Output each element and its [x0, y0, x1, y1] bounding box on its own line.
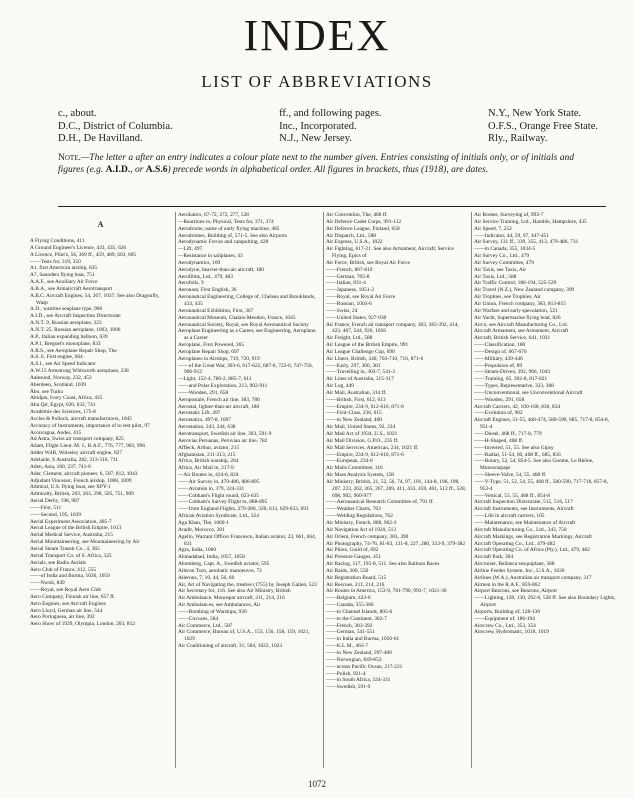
abbreviations-column — [488, 108, 598, 146]
index-entry: Aircraft Operating Co., Ltd., 479-482 — [474, 540, 556, 547]
index-entry: Académie des Sciences, 175-8 — [30, 409, 96, 416]
index-entry: Aeronaut, First English, 36 — [178, 287, 237, 294]
index-entry: Ailerons, 7, 10, 44, 56, 60 — [178, 574, 235, 581]
index-entry: Adelaide, S Australia, 282, 313-316, 711 — [30, 457, 118, 463]
index-entry: Airports, Building of, 128-130 — [474, 608, 541, 615]
index-entry: Aradir, Morocco, 391 — [178, 526, 225, 533]
index-entry: Aerials, see Radio Aerials — [30, 559, 86, 566]
index-entry: Aerial Mountaineering, see Mountaineering by Air — [30, 539, 140, 546]
index-entry: ——Belgium, 423-6 — [326, 595, 371, 602]
index-entry: Abidjan, Ivory Coast, Africa, 435 — [30, 395, 103, 402]
index-entry: ——Russian, 1003-6 — [326, 300, 372, 307]
index-entry: ——Welding Regulations, 762 — [326, 513, 393, 520]
index-entry: ——Maintenance, see Maintenance of Aircraft — [474, 519, 576, 526]
index-entry: Aerostat, lighter-than-air aircraft, 180 — [178, 403, 260, 410]
index-entry: Agello, Warrant Officer Francesco, Italian aviator, 23, 661, 664, 831 — [178, 533, 317, 547]
index-entry: ——First-Class, 236, 615 — [326, 410, 382, 417]
index-entry: Aeroplanes in Airships, 719, 720, 919 — [178, 355, 260, 362]
note-text: , or — [130, 165, 144, 175]
index-entry: Africa, Air Mail in, 217-9 — [178, 465, 234, 472]
index-entry: ——Cobham's Survey Flight to, 888-895 — [178, 499, 268, 506]
index-entry: Air Orient, French company, 383, 390 — [326, 533, 409, 540]
index-entry: ——Norwegian, 849-853 — [326, 656, 382, 663]
abbreviation-item: D.C., District of Columbia. — [58, 120, 173, 132]
index-entry: ——German, 705-8 — [326, 273, 370, 280]
index-entry: Air Mail Services, American, 234, 1021 ff. — [326, 444, 419, 451]
index-entry: Air Survey Co., Ltd., 479 — [474, 253, 530, 260]
index-entry: Aalesund, Norway, 232, 453 — [30, 374, 92, 381]
index-entry: ——Types, Representative, 323, 368 — [474, 383, 554, 390]
index-entry: Air Liners, British, 340, 703-710, 716, 871-6 — [326, 355, 424, 362]
index-entry: Ader, Clement, aircraft pioneer, 6, 507, 812, 1043 — [30, 470, 138, 477]
index-entry: Air Mail Division, G.P.O., 235 ff. — [326, 437, 399, 444]
note-example: A.I.D. — [105, 165, 131, 175]
index-entry: Airport Beacons, see Beacons, Airport — [474, 588, 557, 595]
index-entry: A Flying Conditions, 411 — [30, 238, 85, 244]
index-entry: Aerotransport, Swedish air line, 303, 591-9 — [178, 431, 272, 437]
index-entry: Aircraft Engines, 51-55, 468-474, 580-590, 685, 717-8, 854-8, 951-4 — [474, 417, 610, 431]
index-entry: Airlines (W.A.), Australian air transport company, 317 — [474, 574, 592, 581]
index-entry: —Air Routes in, 424-6, 824 — [178, 472, 239, 479]
index-entry: ——Travelling in, 303-7, 541-3 — [326, 369, 396, 376]
index-entry: Aerofoils, 9 — [178, 280, 204, 287]
index-entry: Air Dispatch, Ltd., 588 — [326, 232, 377, 239]
index-entry: ——in New Zealand, 397-400 — [326, 650, 392, 656]
index-entry: Air Secretary for, 116. See also Air Ministry, British — [178, 588, 291, 595]
index-entry: Air Trophies, see Trophies, Air — [474, 294, 541, 301]
note-example: A.S.6 — [145, 165, 168, 175]
index-entry: ——Design of, 667-670 — [474, 348, 527, 355]
index-entry: Air Ambulance, Monospar aircraft, 211, 214, 216 — [178, 595, 285, 602]
index-entry: Aero Engines, see Aircraft Engines — [30, 600, 106, 607]
index-entry: Aileron Turn, aerobatic manoeuvre, 72 — [178, 567, 262, 574]
index-entry: Aero Show of 1929, Olympia, London, 203, 812 — [30, 621, 135, 628]
index-entry: Air Racing, 117, 195-8, 511. See also Balloon Races — [326, 561, 440, 568]
index-entry: —Lift, 497 — [178, 246, 203, 253]
index-column — [30, 212, 176, 768]
index-entry: ——Vertical, 53, 55, 468 ff., 854-8 — [474, 492, 550, 499]
abbreviation-item: c., about. — [58, 108, 97, 119]
index-entry: Airline Feeder System, Inc., U.S.A., 1030 — [474, 567, 565, 574]
index-entry: Aerostation, 243, 244, 638 — [178, 424, 236, 431]
index-entry: Air Raids, 300, 550 — [326, 567, 369, 574]
index-entry: Aero Club of France, 412, 555 — [30, 566, 97, 573]
index-entry: Aerofilms, Ltd., 479, 483 — [178, 273, 233, 280]
index-entry: A.R.S., see Aeroplane Repair Shop, The — [30, 347, 117, 354]
index-entry: ——Wooden, 291, 658 — [474, 396, 525, 403]
index-entry: ——in New Zealand, 400 — [326, 417, 382, 424]
index-entry: Air Fighting, 617-21. See also Armament, Aircraft; Service Flying, Epics of — [326, 246, 454, 260]
index-entry: —Reactions to, Physical, Tests for, 371, 374 — [178, 218, 274, 225]
index-entry: Afghanistan, 211-213, 215 — [178, 451, 236, 458]
index-entry: ——Empire, 234-9, 612-616, 871-6 — [326, 451, 404, 458]
index-entry: Aga Khan, The, 1060-1 — [178, 519, 229, 526]
index-entry: Airmen in the R.A.F., 859-862 — [474, 581, 541, 588]
index-entry: Air Log, 449 — [326, 383, 354, 390]
index-entry: Aerodynamics, 109 — [178, 259, 221, 266]
index-entry: Air Lines of Australia, 315-317 — [326, 376, 394, 383]
index-entry: A.B.A., see Antiaircraft Aerotransport — [30, 285, 113, 292]
index-entry: ——Royal, see Royal Aero Club — [30, 587, 102, 594]
index-entry: Airco, see Aircraft Manufacturing Co., Ltd. — [474, 321, 568, 328]
index-entry: ——Sleeve-Valve, 54, 55, 468 ff. — [474, 472, 547, 479]
index-entry: Air League of the British Empire, 991 — [326, 342, 409, 349]
index-entry: ——Inverted, 51, 55. See also Gipsy — [474, 444, 554, 451]
index-entry: A.S. 6, First engine, 664 — [30, 354, 83, 361]
index-entry: ——Aviation in, 379, 324-331 — [178, 485, 245, 492]
index-entry: Aerostatic Lift, 497 — [178, 410, 221, 417]
index-entry: Air Service Training, Ltd., Hamble, Hampshire, 435 — [474, 218, 587, 225]
index-entry: Aircruiser, Bellanca sesquiplane, 368 — [474, 561, 555, 568]
index-entry: ——in Canada, 355, 1034-5 — [474, 246, 536, 253]
index-entry: ——Evolution of, 902 — [474, 410, 523, 417]
index-entry: Åbo, see Turku — [30, 388, 64, 395]
index-entry: ——Swiss, 24 — [326, 307, 358, 314]
index-entry: Adder W4B, Wolseley aircraft engine, 827 — [30, 450, 123, 457]
index-entry: Airscrew Co., Ltd., 353, 354 — [474, 622, 536, 629]
index-entry: Aircraft Carriers, 42, 100-168, 830, 834 — [474, 403, 561, 410]
index-entry: Aeroplane Repair Shop, 697 — [178, 348, 240, 355]
index-entry: ——Cobham's Flight round, 623-635 — [178, 492, 259, 499]
index-entry: Aerial League of the British Empire, 1013 — [30, 525, 122, 532]
index-entry: Admiral, U.S. flying boat, see XPY-1 — [30, 484, 111, 491]
index-entry: ——Bombing of Warships, 930 — [178, 608, 247, 615]
index-entry: ——Unconventional, see Unconventional Aircraft — [474, 389, 583, 396]
index-entry: Ahmadabad, India, 1057, 1058 — [178, 554, 245, 561]
index-entry: Aero Lloyd, German air line, 544 — [30, 607, 103, 614]
index-entry: A.W.15 Armstrong Whitworth aeroplane, 238 — [30, 368, 129, 375]
index-entry: Aero Portuguesa, air line, 392 — [30, 614, 95, 621]
index-entry: Air Rescues, 211, 214, 216 — [326, 581, 385, 588]
index-entry: ——in India and Burma, 1056-61 — [326, 636, 400, 643]
index-entry: ——Japanese, 1051-2 — [326, 287, 374, 294]
index-entry: ——Propulsion of, 89 — [474, 362, 523, 369]
abbreviation-item: ff., and following pages. — [279, 108, 382, 119]
index-entry: Aconcagua, Andes, 415 — [30, 429, 82, 436]
index-entry: Air Pilots, Guild of, 692 — [326, 547, 379, 554]
index-entry: Air Ministry, French, 808, 962-3 — [326, 519, 397, 526]
index-entry: Air Mails Committee, 116 — [326, 465, 383, 472]
index-entry: Abu Qir, Egypt, 620, 632, 741 — [30, 402, 96, 409]
index-entry: Aberdeen, Scotland, 1039 — [30, 381, 86, 388]
index-column — [178, 212, 324, 768]
index-entry: ——Life in aircraft carriers, 105 — [474, 513, 545, 520]
index-entry: A1, first American airship, 635 — [30, 265, 98, 272]
index-entry: Aircraft Markings, see Registration Markings, Aircraft — [474, 533, 592, 540]
index-columns — [30, 212, 620, 772]
index-entry: Aerodynamic Forces and catapulting, 428 — [178, 239, 269, 246]
index-entry: Aerodromes, Building of, 571-5. See also Airports — [178, 232, 287, 239]
page-title: INDEX — [243, 11, 391, 60]
index-entry: Air Warfare and early speculation, 521 — [474, 307, 558, 314]
index-entry: A Ground Engineer's Licence, 433, 435, 626 — [30, 244, 127, 251]
index-entry: Air League Challenge Cup, 690 — [326, 348, 395, 355]
index-entry: ——of the Great War, 303-6, 617-622, 687-8, 722-6, 747-750, 906-912 — [178, 362, 313, 376]
index-entry: Admiralty, British, 203, 263, 298, 505, 751, 909 — [30, 491, 134, 498]
index-entry: ——Second, 195, 1039 — [30, 511, 81, 518]
index-entry: ——French, 383-392 — [326, 622, 373, 629]
abbreviation-item: N.Y., New York State. — [488, 108, 582, 119]
index-entry: Aircraft Inspection Directorate, 515, 516, 517 — [474, 499, 573, 506]
index-entry: —Light, 152-4, 780-2, 885-7, 611 — [178, 376, 252, 383]
index-entry: Accuracy of Instruments, importance of to test pilot, 97 — [30, 422, 150, 429]
index-entry: Aeronautical Exhibition, First, 367 — [178, 307, 254, 314]
index-entry: Aircraft, British Service, 641, 1031 — [474, 335, 551, 342]
index-column — [326, 212, 472, 768]
index-entry: A.B.C. Aircraft Engines, 54, 267, 1037. See also Dragonfly, Wasp — [30, 292, 160, 306]
index-entry: Air Mail, United States, 92, 234 — [326, 424, 396, 431]
index-note — [58, 152, 583, 176]
index-entry: ——Royal, see Royal Air Force — [326, 294, 396, 301]
index-entry: Air Pressure Gauges, 451 — [326, 554, 382, 561]
index-entry: Adam, Flight Lieut. M. J., R.A.F., 776, 777, 983, 996 — [30, 443, 146, 450]
index-entry: Air Taxis, see Taxis, Air — [474, 266, 527, 273]
abbreviations-list — [58, 108, 598, 146]
index-entry: ——Empire, 234-9, 612-616, 871-6 — [326, 403, 404, 410]
index-entry: Aerovias Peruanas, Peruvian air line, 782 — [178, 437, 268, 444]
index-entry: Air Force, British, see Royal Air Force — [326, 259, 410, 266]
index-entry: Air Ambulances, see Ambulances, Air — [178, 602, 261, 609]
index-entry: Aeropostale, French air line, 383, 780 — [178, 396, 260, 403]
note-text: —The letter a after an entry indicates a colour plate next to the number given. Entries consisting of initials only, or of initials and figures (e.g. — [58, 153, 575, 175]
index-entry: ——across Pacific Ocean, 217-221 — [326, 663, 403, 670]
index-entry: Air Ministry, British, 21, 52, 56, 74, 97, 101, 144-8, 196, 198, 207, 223, 262, 265, 267, 269, 411, 433, 459, 461, 512 ff., 528, 698, 902, 960-977 — [326, 478, 467, 499]
abbreviation-item: Inc., Incorporated. — [279, 120, 357, 132]
index-entry: Air Taxis, Ltd., 588 — [474, 273, 517, 280]
index-entry: Aerial Medical Service, Australia, 215 — [30, 532, 113, 539]
index-entry: Aero Company, Finnish air line, 657 ff. — [30, 593, 116, 600]
index-entry: Air Survey Committee, 479 — [474, 259, 534, 266]
index-entry: Air Mail, Australian, 314 ff. — [326, 389, 387, 396]
index-entry: Air Routes, Surveying of, 993-7 — [474, 212, 544, 218]
index-entry: Air Union, French company, 383, 813-815 — [474, 300, 566, 307]
index-entry: ——Italian, 831-4 — [326, 280, 366, 287]
index-entry: ——Steam-Driven, 392, 966, 1043 — [474, 369, 551, 376]
index-entry: ——Swedish, 591-9 — [326, 684, 371, 691]
index-entry: ——of India and Burma, 1036, 1059 — [30, 573, 110, 580]
index-entry: Aeronautical Museum, Chalais-Meudon, France, 1045 — [178, 314, 296, 321]
index-entry: Aircraft Armament, see Armament, Aircraft — [474, 328, 569, 335]
index-entry: Air Photography, 74-76, 81-83, 131-8, 227, 280, 333-9, 379-382 — [326, 540, 466, 547]
index-entry: A.P.1, Breguet's monoplane, 833 — [30, 340, 101, 347]
index-entry: ——Classification, 180 — [474, 342, 526, 349]
abbreviation-item: D.H., De Havilland. — [58, 133, 143, 144]
index-entry: African Aviation Syndicate, Ltd., 324 — [178, 513, 259, 520]
index-entry: Air Coalitioning of aircraft, 31, 584, 1022, 1023 — [178, 643, 283, 650]
index-entry: Adjudant Vincenot, French airship, 1008, 1009 — [30, 477, 132, 484]
index-entry: A.P., Italian expanding balloon, 639 — [30, 333, 108, 340]
index-entry: ——European, 234-6 — [326, 458, 373, 465]
index-entry: ——Wooden, 291, 658 — [178, 389, 229, 396]
index-entry: Airscrew, Hydromatic, 1018, 1019 — [474, 629, 549, 636]
index-entry: Air Defence Cadet Corps, 991-112 — [326, 218, 402, 225]
note-lead: Note. — [58, 153, 81, 163]
index-entry: Air Freight, Ltd., 588 — [326, 335, 373, 342]
index-entry: ——Polish, 921-4 — [326, 670, 366, 677]
index-entry: ——Weather Charts, 763 — [326, 506, 381, 513]
index-entry: Agra, India, 1060 — [178, 547, 217, 554]
index-entry: ——Aeronautical Research Committee of, 791 ff. — [326, 499, 434, 506]
index-entry: ——Tests for, 319, 350 — [30, 258, 81, 265]
index-entry: A.N.T. 25, Russian aeroplane, 1003, 1006 — [30, 326, 121, 333]
index-entry: Aerial Derby, 198, 987 — [30, 498, 80, 505]
index-entry: ——to Channel Islands, 805-6 — [326, 608, 393, 615]
index-entry: A.A.F., see Auxiliary Air Force — [30, 279, 98, 286]
index-entry: ——Military, 439-446 — [474, 355, 523, 362]
index-entry: ——First, 511 — [30, 504, 62, 511]
index-entry: Aircraft Operating Co. of Africa (Pty.), Ltd., 479, 482 — [474, 547, 590, 554]
index-entry: Air Mass Analysis System, 158 — [326, 472, 394, 479]
abbreviations-column — [58, 108, 173, 146]
abbreviations-column — [279, 108, 381, 146]
index-entry: ——and Polar Exploration, 213, 902-911 — [178, 383, 268, 390]
abbreviation-item: Rly., Railway. — [488, 133, 548, 144]
index-entry: Ad Astra, Swiss air transport company, 825 — [30, 436, 124, 443]
index-entry: Air Routes in America, 153-9, 781-790, 993-7, 1021-30 — [326, 588, 447, 595]
index-entry: Air Defence League, Finland, 658 — [326, 225, 400, 232]
index-entry: Aeronautical Engineering, College of, Chelsea and Brooklands, 433, 435 — [178, 294, 316, 307]
index-entry: ——Canada, 355-360 — [326, 602, 374, 609]
index-entry: ——Air Survey in, 479-486, 886-895 — [178, 478, 260, 485]
index-entry: ——Circuses, 584 — [178, 615, 219, 622]
index-entry: Air Traffic Control, 186-194, 525-529 — [474, 280, 557, 287]
index-entry: Air Express, U.S.A., 1022 — [326, 239, 383, 246]
index-entry: Aircraft Park, 304 — [474, 554, 514, 561]
page-number: 1072 — [308, 779, 326, 789]
abbreviation-item: O.F.S., Orange Free State. — [488, 120, 598, 132]
index-entry: Aeroplane Engineering as a Career, see Engineering, Aeroplane, as a Career — [178, 328, 317, 342]
index-entry: ——Norsk, 849 — [30, 580, 65, 587]
note-text: ) precede words in alphabetical order. All figures in brackets, thus (1918), are dates. — [167, 165, 489, 175]
index-column — [474, 212, 620, 768]
index-entry: ——in South Africa, 324-331 — [326, 677, 391, 684]
index-entry: ——from England Flights, 279-280, 326, 613, 629-633, 693 — [178, 506, 309, 513]
index-entry: A.S.I., see Air Speed Indicator — [30, 361, 96, 368]
index-entry: ——British, First, 612, 613 — [326, 396, 386, 403]
index-entry: ——to the Continent, 302-7 — [326, 615, 387, 622]
divider — [58, 206, 606, 207]
index-entry: ——Lighting, 128, 130, 292-6, 528 ff. See also Boundary Lights, Airport — [474, 595, 616, 609]
index-entry: A.D., wartime seaplane type, 906 — [30, 306, 103, 313]
index-entry: ——H-Shaped, 468 ff. — [474, 437, 524, 444]
index-entry: Aircraft Manufacturing Co., Ltd., 343, 750 — [474, 526, 567, 533]
index-entry: Air Mail Act of 1934, U.S., 1021 — [326, 431, 398, 437]
abbreviation-item: N.J., New Jersey. — [279, 133, 352, 144]
index-entry: Air Speed, 7, 252 — [474, 225, 512, 232]
index-entry: ——Equipment of, 186-194 — [474, 615, 535, 622]
section-letter: A — [97, 220, 104, 229]
index-entry: Air Commerce, Ltd., 587 — [178, 622, 233, 629]
index-entry: Air Navigation Act of 1920, 513 — [326, 526, 397, 533]
index-entry: Aerobatics, 67-72, 272, 277, 528 — [178, 212, 249, 218]
index-entry: Air France, French air transport company, 303, 383-392, 414, 423, 467, 544, 920, 1056 — [326, 321, 459, 335]
index-entry: Aerodrome, name of early flying machine, 485 — [178, 225, 280, 232]
index-entry: Accles & Pollock, aircraft manufacturers, 1045 — [30, 415, 132, 422]
index-entry: ——United States, 927-930 — [326, 314, 387, 321]
index-entry: Aircraft Instruments, see Instruments, Aircraft — [474, 506, 574, 513]
index-entry: A.N.T. 9, Russian aeroplane, 323 — [30, 320, 102, 327]
index-entry: —Resistance in sailplanes, 43 — [178, 253, 243, 260]
index-entry: Ahrenberg, Capt. A., Swedish aviator, 595 — [178, 561, 270, 568]
index-entry: Air Yacht, Supermarine flying boat, 826 — [474, 314, 561, 321]
index-entry: ——Rotary, 52, 54, 854-5. See also Gnome, Le Rhône, Monosoupape — [474, 458, 594, 472]
index-entry: Aerodyne, heavier-than-air aircraft, 180 — [178, 266, 264, 273]
index-entry: Air Commerce, Bureau of, U.S.A., 153, 156, 158, 159, 1021, 1029 — [178, 629, 310, 643]
index-entry: Aeroplane, First Powered, 365 — [178, 342, 245, 349]
index-entry: ——Radial, 51-54, 60, 468 ff., 685, 856 — [474, 451, 561, 458]
index-entry: ——Training, 65, 302-8, 817-821 — [474, 376, 548, 383]
index-entry: Aden, Asia, 160, 237, 741-6 — [30, 463, 91, 470]
index-entry: ——V-Type, 51, 52, 54, 55, 468 ff., 580-590, 717-718, 857-8, 953-4 — [474, 478, 608, 492]
index-entry: A Licence, Pilot's, 56, 369 ff., 459, 489, 603, 605 — [30, 251, 137, 258]
index-entry: Affleck, Arthur, aviator, 215 — [178, 444, 240, 451]
index-entry: A.I.D., see Aircraft Inspection Directorate — [30, 313, 121, 320]
index-entry: Air Registration Board, 515 — [326, 574, 387, 581]
index-entry: Air Travel (N.Z.), New Zealand company, 399 — [474, 287, 575, 294]
index-entry: ——French, 807-810 — [326, 266, 373, 273]
index-entry: Aeronautical Society, Royal, see Royal Aeronautical Society — [178, 321, 309, 328]
index-entry: Air, Art of Navigating the, treatise (1755) by Joseph Galien, 523 — [178, 581, 317, 588]
index-entry: ——Diesel, 468 ff., 717-8, 779 — [474, 431, 542, 437]
index-entry: Africa, British warship, 264 — [178, 458, 239, 465]
index-entry: Aerial Steam Transit Co., 4, 365 — [30, 545, 100, 552]
index-entry: Aerial Experiment Association, 485-7 — [30, 518, 112, 525]
page-subtitle: LIST OF ABBREVIATIONS — [201, 72, 433, 91]
index-entry: ——German, 541-551 — [326, 629, 375, 636]
index-entry: ——Early, 297, 300, 301 — [326, 362, 381, 369]
index-entry: Aerial Transport Co. of S. Africa, 325 — [30, 552, 112, 559]
index-entry: ——K.L.M., 463-7 — [326, 643, 369, 650]
index-entry: A7, Saunders flying boat, 751 — [30, 272, 95, 279]
index-entry: Air Survey, 131 ff., 339, 355, 413, 479-486, 731 — [474, 239, 579, 246]
index-entry: Air Convention, The, 408 ff. — [326, 212, 388, 218]
index-entry: ——Indicator, 44, 59, 97, 447-451 — [474, 232, 549, 239]
index-entry: Aerostatics, 497-8, 1007 — [178, 417, 231, 424]
